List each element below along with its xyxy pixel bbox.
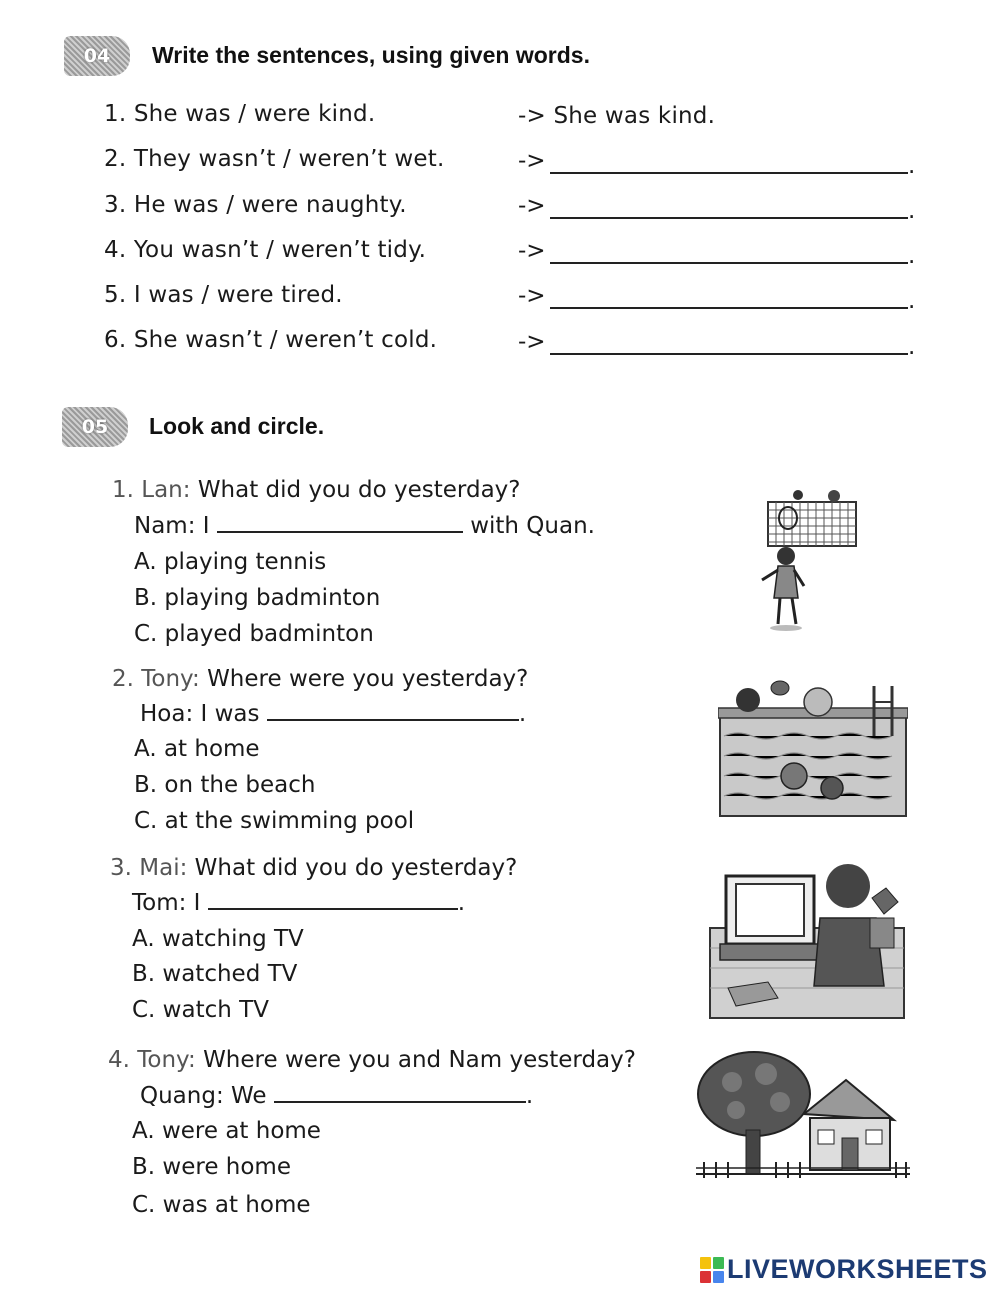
question-3-line-2 [132,890,465,916]
question-4-line-2 [140,1083,533,1109]
question-4-answer-start: Quang: We [140,1083,267,1109]
exercise-4-item-3-period: . [908,198,916,224]
question-4-line-1 [108,1047,636,1073]
question-2-text: Where were you yesterday? [207,666,529,692]
question-2-option-a[interactable]: A. at home [134,736,260,762]
question-2-option-c[interactable]: C. at the swimming pool [134,808,415,834]
question-1-option-c[interactable]: C. played badminton [134,621,374,647]
question-4-answer-end: . [525,1083,534,1109]
exercise-4-item-4-answer-blank[interactable] [550,262,908,264]
section-5-badge [62,407,128,447]
question-3-text: What did you do yesterday? [194,855,518,881]
exercise-4-item-3-arrow: -> [518,193,546,219]
house-picture [696,1050,910,1186]
question-3-answer-end: . [457,890,466,916]
watching-tv-picture [708,858,906,1020]
question-2-option-b[interactable]: B. on the beach [134,772,316,798]
exercise-4-item-3-answer-blank[interactable] [550,217,908,219]
question-3-number: 3. [110,855,132,881]
swimming-pool-picture [718,676,908,818]
question-2-number: 2. [112,666,134,692]
question-2-answer-start: Hoa: I was [140,701,260,727]
question-1-option-b[interactable]: B. playing badminton [134,585,381,611]
question-1-answer-blank[interactable] [217,513,463,533]
section-5-title: Look and circle. [149,413,325,439]
question-4-answer-blank[interactable] [274,1083,526,1103]
question-1-answer-start: Nam: I [134,513,210,539]
exercise-4-item-2-answer-blank[interactable] [550,172,908,174]
question-3-speaker: Mai: [139,855,188,881]
exercise-4-item-6-period: . [908,334,916,360]
question-3-answer-start: Tom: I [132,890,201,916]
question-3-line-1 [110,855,517,881]
exercise-4-item-1-prompt: 1. She was / were kind. [104,101,376,127]
exercise-4-item-4-arrow: -> [518,238,546,264]
logo-tiles-icon [700,1257,724,1283]
question-4-option-b[interactable]: B. were home [132,1154,291,1180]
question-4-option-c[interactable]: C. was at home [132,1192,311,1218]
question-2-line-2 [140,701,526,727]
question-1-number: 1. [112,477,134,503]
exercise-4-item-2-arrow: -> [518,148,546,174]
exercise-4-item-1-answer: -> She was kind. [518,103,716,129]
exercise-4-item-5-answer-blank[interactable] [550,307,908,309]
question-3-option-a[interactable]: A. watching TV [132,926,304,952]
question-1-answer-end: with Quan. [470,513,595,539]
exercise-4-item-5-period: . [908,288,916,314]
exercise-4-item-3-prompt: 3. He was / were naughty. [104,192,407,218]
question-4-text: Where were you and Nam yesterday? [203,1047,636,1073]
exercise-4-item-6-answer-blank[interactable] [550,353,908,355]
question-2-answer-end: . [518,701,527,727]
section-4-badge [64,36,130,76]
exercise-4-item-5-prompt: 5. I was / were tired. [104,282,343,308]
question-4-speaker: Tony: [137,1047,196,1073]
question-1-option-a[interactable]: A. playing tennis [134,549,327,575]
question-4-option-a[interactable]: A. were at home [132,1118,321,1144]
exercise-4-item-2-prompt: 2. They wasn’t / weren’t wet. [104,146,445,172]
question-1-line-1 [112,477,521,503]
question-3-answer-blank[interactable] [208,890,458,910]
exercise-4-item-5-arrow: -> [518,283,546,309]
section-5-number: 05 [81,416,109,438]
section-4-title: Write the sentences, using given words. [152,42,590,68]
question-1-line-2 [134,513,595,539]
question-4-number: 4. [108,1047,130,1073]
liveworksheets-logo [700,1254,988,1285]
exercise-4-item-4-period: . [908,243,916,269]
question-3-option-c[interactable]: C. watch TV [132,997,269,1023]
badminton-picture [748,488,863,633]
question-3-option-b[interactable]: B. watched TV [132,961,298,987]
exercise-4-item-2-period: . [908,153,916,179]
logo-text: LIVEWORKSHEETS [727,1254,988,1284]
exercise-4-item-4-prompt: 4. You wasn’t / weren’t tidy. [104,237,427,263]
question-1-text: What did you do yesterday? [197,477,521,503]
exercise-4-item-6-prompt: 6. She wasn’t / weren’t cold. [104,327,438,353]
question-2-speaker: Tony: [141,666,200,692]
question-2-line-1 [112,666,528,692]
question-2-answer-blank[interactable] [267,701,519,721]
section-4-number: 04 [83,45,111,67]
question-1-speaker: Lan: [141,477,191,503]
exercise-4-item-6-arrow: -> [518,329,546,355]
